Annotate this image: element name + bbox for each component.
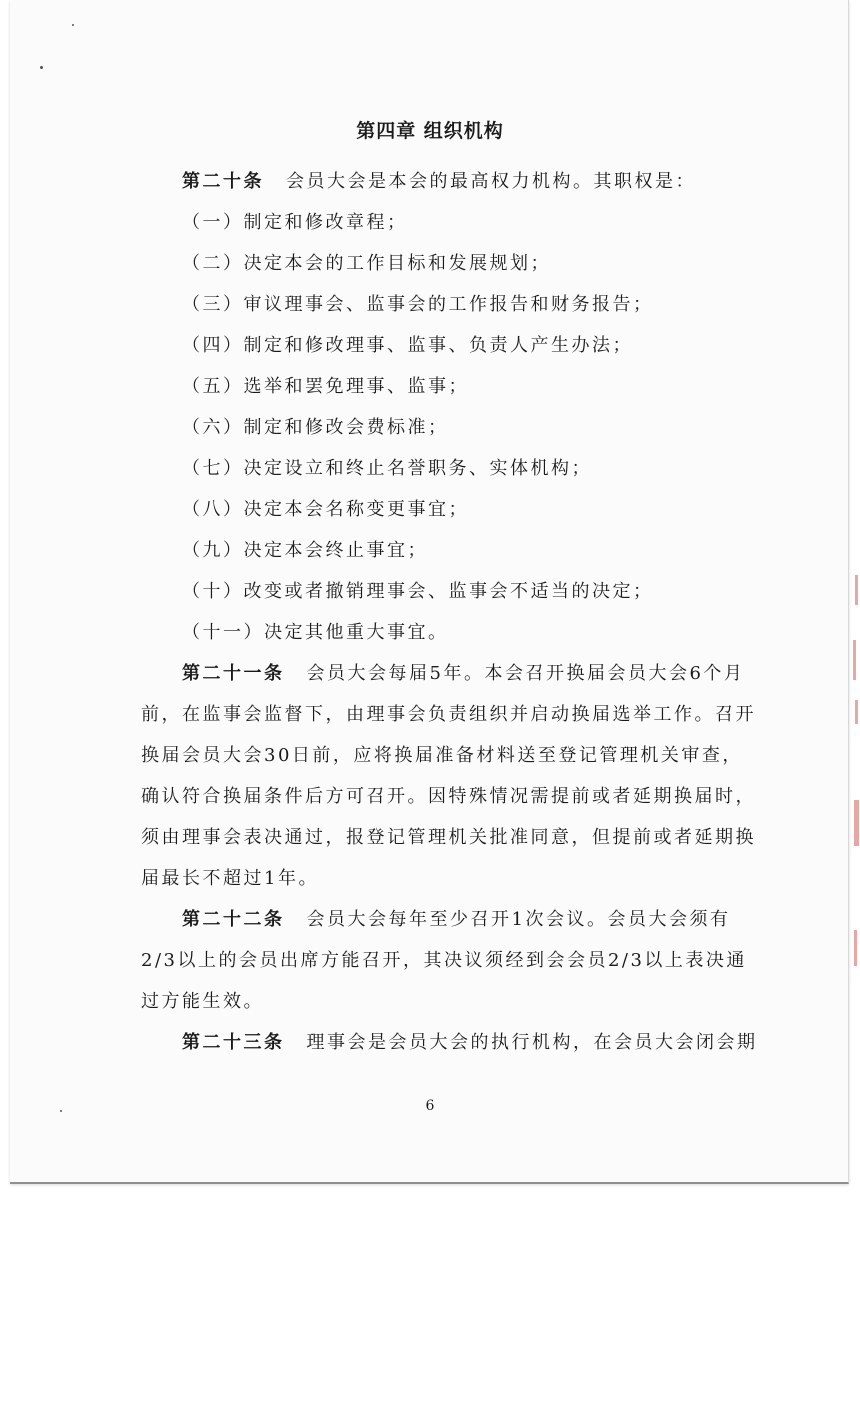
article-21-line: 须由理事会表决通过，报登记管理机关批准同意，但提前或者延期换 [141,827,756,848]
article-20-label: 第二十条 [182,171,264,192]
article-20-item: （十）改变或者撤销理事会、监事会不适当的决定； [182,581,654,602]
article-20-item: （十一）决定其他重大事宜。 [182,622,449,643]
article-21-text: 会员大会每届5年。本会召开换届会员大会6个月 [306,663,745,684]
article-20-item: （四）制定和修改理事、监事、负责人产生办法； [182,335,633,356]
article-21-line: 换届会员大会30日前，应将换届准备材料送至登记管理机关审查， [141,745,743,766]
article-20-item: （三）审议理事会、监事会的工作报告和财务报告； [182,294,654,315]
article-20-item: （五）选举和罢免理事、监事； [182,376,469,397]
article-23-label: 第二十三条 [182,1032,285,1053]
article-22-first-line [182,905,730,931]
article-20-item: （六）制定和修改会费标准； [182,417,449,438]
article-21-line: 届最长不超过1年。 [141,868,319,889]
article-22-label: 第二十二条 [182,909,285,930]
article-20-intro [182,167,696,193]
article-21-line: 确认符合换届条件后方可召开。因特殊情况需提前或者延期换届时， [141,786,756,807]
scan-speck [72,24,74,26]
article-21-first-line [182,659,744,685]
chapter-title: 第四章 组织机构 [356,120,504,142]
article-22-line: 过方能生效。 [141,991,264,1012]
scan-speck [40,66,43,69]
article-20-item: （二）决定本会的工作目标和发展规划； [182,253,551,274]
article-20-item: （九）决定本会终止事宜； [182,540,428,561]
article-23-text: 理事会是会员大会的执行机构，在会员大会闭会期 [306,1032,758,1053]
article-21-line: 前，在监事会监督下，由理事会负责组织并启动换届选举工作。召开 [141,704,756,725]
article-22-line: 2/3以上的会员出席方能召开，其决议须经到会会员2/3以上表决通 [141,950,747,971]
article-20-item: （八）决定本会名称变更事宜； [182,499,469,520]
article-22-text: 会员大会每年至少召开1次会议。会员大会须有 [306,909,731,930]
article-20-item: （七）决定设立和终止名誉职务、实体机构； [182,458,592,479]
article-21-label: 第二十一条 [182,663,285,684]
article-23-first-line [182,1028,758,1054]
article-20-text: 会员大会是本会的最高权力机构。其职权是： [286,171,696,192]
page-number: 6 [425,1098,435,1114]
article-20-item: （一）制定和修改章程； [182,212,408,233]
